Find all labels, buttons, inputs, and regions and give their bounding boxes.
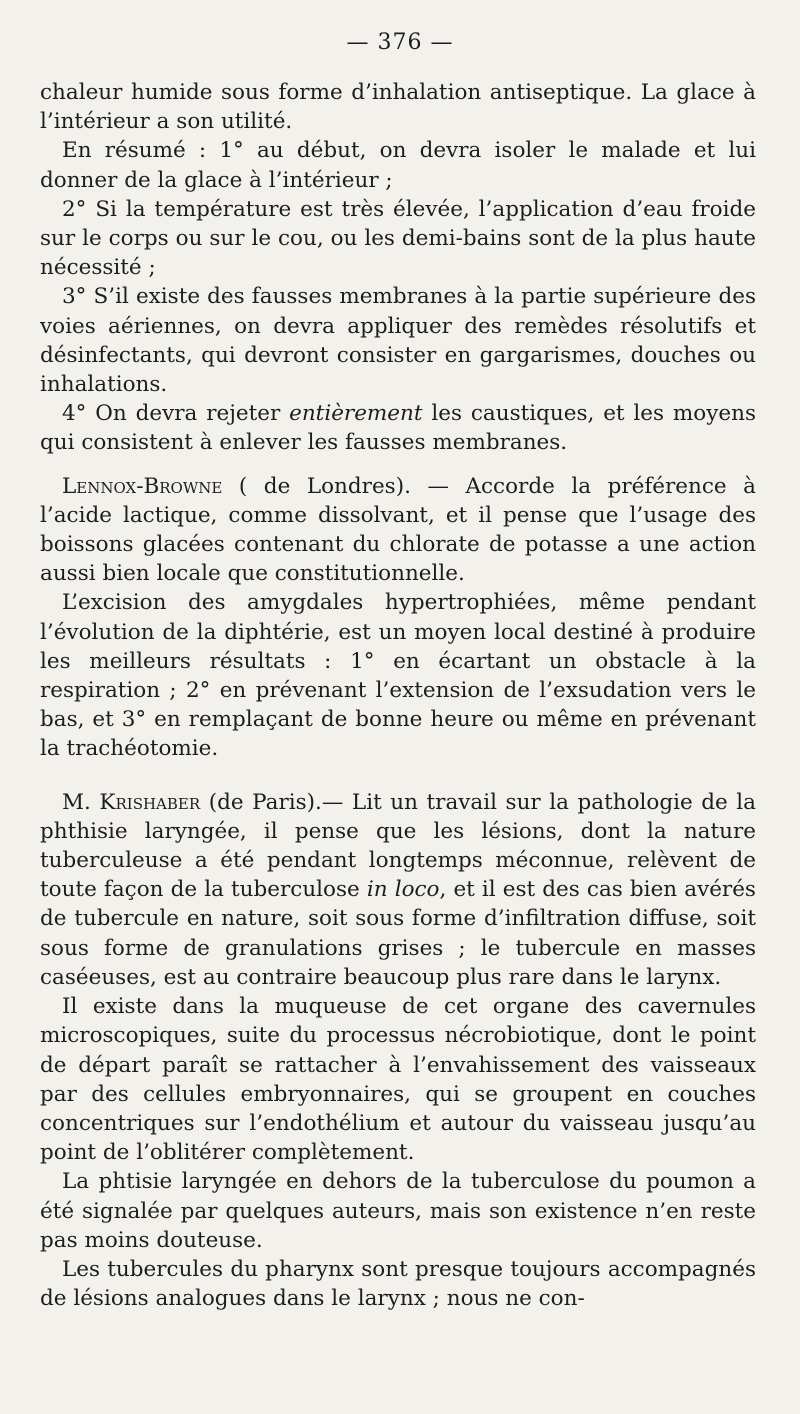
paragraph: Il existe dans la muqueuse de cet organe des cavernules microscopiques, suite du processus nécrobiotique, dont le point de départ paraît se rattacher à l’envahissement des vaisseaux par des cellules embryonnaires, qui se groupent en couches concentriques sur l’endothélium et autour du vaisseau jusqu’au point de l’oblitérer complètement. — [40, 994, 756, 1166]
author-name: Lennox-Browne — [62, 473, 223, 499]
paragraph: En résumé : 1° au début, on devra isoler le malade et lui donner de la glace à l’intérieur ; — [40, 138, 756, 193]
body-text — [40, 78, 756, 1313]
paragraph — [40, 472, 756, 589]
page-number: — 376 — — [346, 30, 454, 55]
emphasis: in loco — [366, 877, 440, 903]
text-run: ( de Londres). — Accorde la préférence à l’acide lactique, comme dissolvant, et il pense que l’usage des boissons glacées contenant du chlorate de potasse a une action aussi bien locale que constitutionnelle. — [40, 473, 756, 587]
text-run: les caustiques, et les moyens qui consistent à enlever les fausses membranes. — [40, 401, 757, 456]
paragraph: chaleur humide sous forme d’inhalation antiseptique. La glace à l’intérieur a son utilité. — [40, 80, 756, 135]
text-run: , et il est des cas bien avérés de tubercule en nature, soit sous forme d’infiltration diffuse, soit sous forme de granulations grises ; le tubercule en masses caséeuses, est au contraire beaucoup plus rare dans le larynx. — [40, 877, 756, 990]
paragraph: 2° Si la température est très élevée, l’application d’eau froide sur le corps ou sur le cou, ou les demi-bains sont de la plus haute nécessité ; — [40, 196, 756, 281]
paragraph — [40, 399, 756, 457]
paragraph: 3° S’il existe des fausses membranes à la partie supérieure des voies aériennes, on devra appliquer des remèdes résolutifs et désinfectants, qui devront consister en gargarismes, douches ou inhalations. — [40, 284, 756, 398]
text-run: M. — [62, 789, 100, 815]
author-name: Krishaber — [99, 789, 201, 815]
emphasis: entièrement — [289, 401, 423, 427]
paragraph: L’excision des amygdales hypertrophiées, même pendant l’évolution de la diphtérie, est un moyen local destiné à produire les meilleurs résultats : 1° en écartant un obstacle à la respiration ; 2° en prévenant l’extension de l’exsudation vers le bas, et 3° en remplaçant de bonne heure ou même en prévenant la trachéotomie. — [40, 590, 756, 762]
text-run: 4° On devra rejeter — [62, 401, 290, 427]
paragraph: Les tubercules du pharynx sont presque toujours accompagnés de lésions analogues dans le larynx ; nous ne con- — [40, 1256, 756, 1312]
paragraph: La phtisie laryngée en dehors de la tuberculose du poumon a été signalée par quelques auteurs, mais son existence n’en reste pas moins douteuse. — [40, 1169, 756, 1253]
text-run: (de Paris).— Lit un travail sur la pathologie de la phthisie laryngée, il pense que les lésions, dont la nature tuberculeuse a été pendant longtemps méconnue, relèvent de toute façon de la tuberculose — [40, 789, 756, 903]
paragraph — [40, 788, 756, 992]
